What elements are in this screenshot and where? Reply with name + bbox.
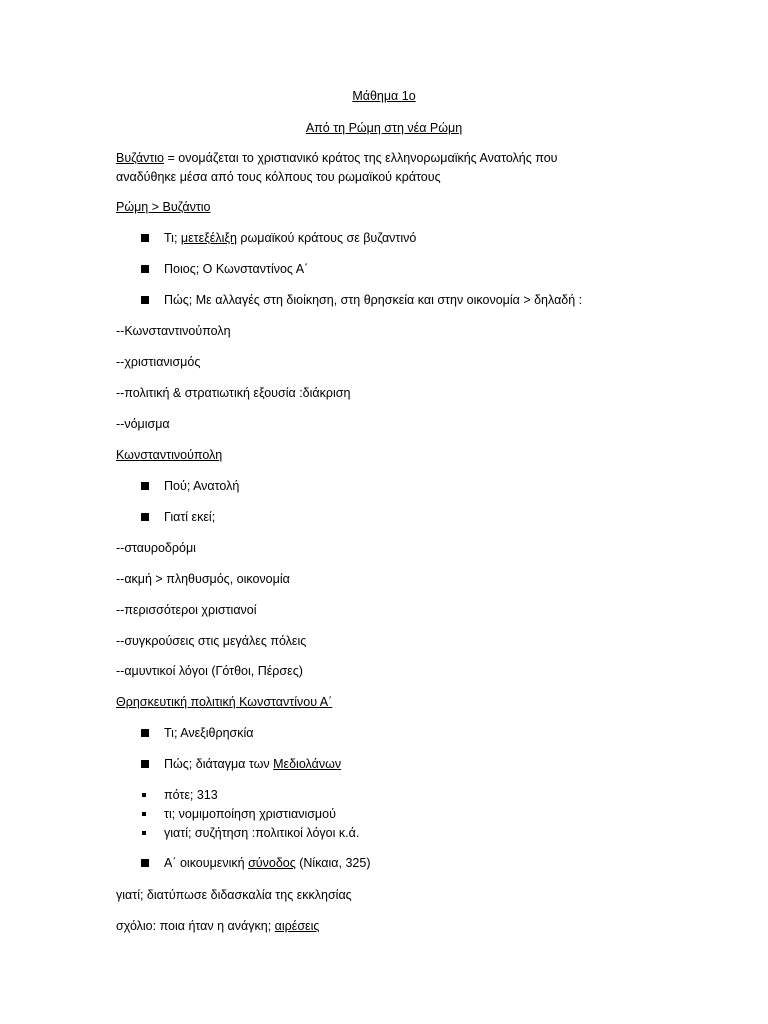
- intro-definition: = ονομάζεται το χριστιανικό κράτος της ελληνορωμαϊκής Ανατολής που: [164, 151, 558, 165]
- bullet-who: Ποιος; Ο Κωνσταντίνος Α΄: [164, 262, 309, 276]
- bullet-square-icon: [141, 482, 149, 490]
- bullet-what: Τι; μετεξέλιξη ρωμαϊκού κράτους σε βυζαντινό: [164, 231, 417, 245]
- sub-bullet: γιατί; συζήτηση :πολιτικοί λόγοι κ.ά.: [164, 826, 360, 840]
- dash-item: --πολιτική & στρατιωτική εξουσία :διάκριση: [116, 386, 351, 400]
- dash-item: --περισσότεροι χριστιανοί: [116, 603, 257, 617]
- page-subtitle: Από τη Ρώμη στη νέα Ρώμη: [305, 121, 463, 135]
- term-synodos: σύνοδος: [248, 856, 296, 870]
- note-comment: σχόλιο: ποια ήταν η ανάγκη; αιρέσεις: [116, 919, 320, 933]
- dash-item: --νόμισμα: [116, 417, 170, 431]
- small-bullet-icon: [142, 812, 146, 816]
- intro-line-2: αναδύθηκε μέσα από τους κόλπους του ρωμαϊκού κράτους: [116, 170, 441, 184]
- bullet-square-icon: [141, 859, 149, 867]
- page-title: Μάθημα 1ο: [352, 89, 416, 103]
- dash-item: --αμυντικοί λόγοι (Γότθοι, Πέρσες): [116, 664, 303, 678]
- small-bullet-icon: [142, 831, 146, 835]
- term-heresies: αιρέσεις: [274, 919, 320, 933]
- dash-item: --ακμή > πληθυσμός, οικονομία: [116, 572, 290, 586]
- bullet-how: Πώς; Με αλλαγές στη διοίκηση, στη θρησκεία και στην οικονομία > δηλαδή :: [164, 293, 583, 307]
- bullet-square-icon: [141, 265, 149, 273]
- note-why: γιατί; διατύπωσε διδασκαλία της εκκλησίας: [116, 888, 352, 902]
- intro-term: Βυζάντιο: [116, 151, 164, 165]
- dash-item: --Κωνσταντινούπολη: [116, 324, 231, 338]
- term-metexelixi: μετεξέλιξη: [180, 231, 237, 245]
- dash-item: --χριστιανισμός: [116, 355, 201, 369]
- bullet-what-tolerance: Τι; Ανεξιθρησκία: [164, 726, 254, 740]
- section-heading-religious-policy: Θρησκευτική πολιτική Κωνσταντίνου Α΄: [116, 695, 333, 709]
- bullet-square-icon: [141, 296, 149, 304]
- intro-line-1: [116, 150, 557, 166]
- bullet-how-edict: Πώς; διάταγμα των Μεδιολάνων: [164, 757, 342, 771]
- term-mediolanum: Μεδιολάνων: [273, 757, 342, 771]
- section-heading-rome-byzantium: Ρώμη > Βυζάντιο: [116, 200, 211, 214]
- dash-item: --σταυροδρόμι: [116, 541, 196, 555]
- bullet-where: Πού; Ανατολή: [164, 479, 240, 493]
- small-bullet-icon: [142, 793, 146, 797]
- bullet-square-icon: [141, 234, 149, 242]
- sub-bullet: τι; νομιμοποίηση χριστιανισμού: [164, 807, 336, 821]
- bullet-why: Γιατί εκεί;: [164, 510, 216, 524]
- bullet-square-icon: [141, 513, 149, 521]
- bullet-square-icon: [141, 760, 149, 768]
- bullet-square-icon: [141, 729, 149, 737]
- dash-item: --συγκρούσεις στις μεγάλες πόλεις: [116, 634, 307, 648]
- sub-bullet: πότε; 313: [164, 788, 218, 802]
- bullet-council: Α΄ οικουμενική σύνοδος (Νίκαια, 325): [164, 856, 371, 870]
- section-heading-constantinople: Κωνσταντινούπολη: [116, 448, 223, 462]
